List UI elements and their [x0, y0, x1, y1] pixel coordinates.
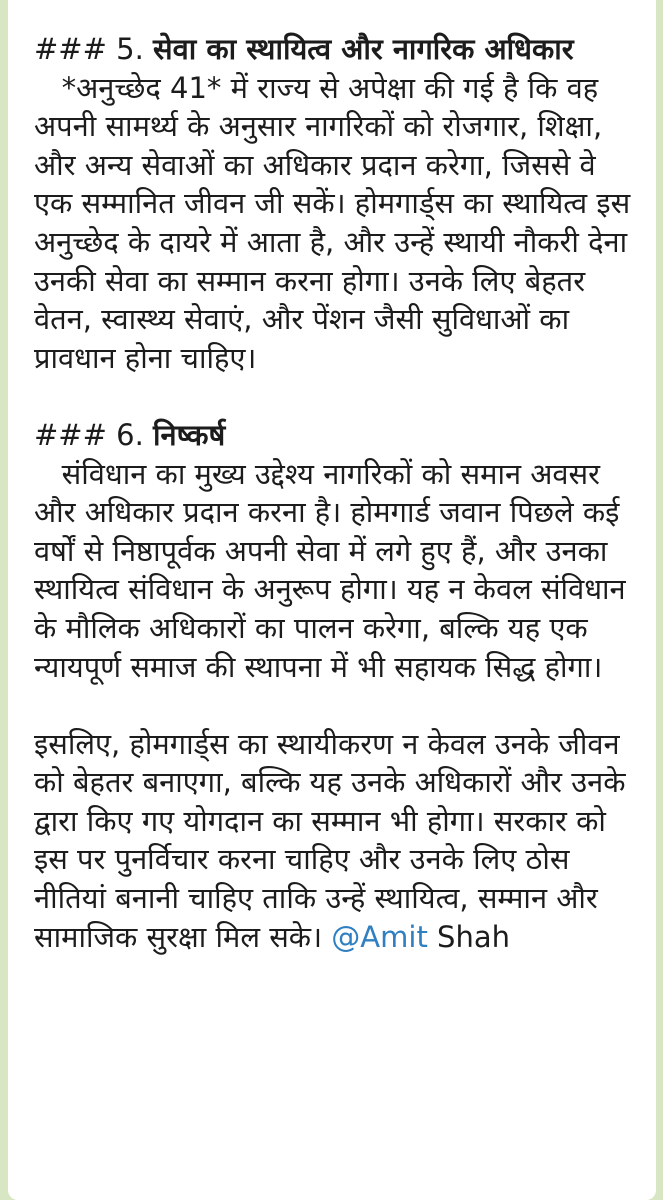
user-mention-link[interactable]: @Amit: [331, 919, 428, 954]
section-5-body: *अनुच्छेद 41* में राज्य से अपेक्षा की गई है कि वह अपनी सामर्थ्य के अनुसार नागरिकों को रोजगार, शिक्षा, और अन्य सेवाओं का अधिकार प्रदान करेगा, जिससे वे एक सम्मानित जीवन जी सकें। होमगार्ड्स का स्थायित्व इस अनुच्छेद के दायरे में आता है, और उन्हें स्थायी नौकरी देना उनकी सेवा का सम्मान करना होगा। उनके लिए बेहतर वेतन, स्वास्थ्य सेवाएं, और पेंशन जैसी सुविधाओं का प्रावधान होना चाहिए।: [34, 70, 640, 375]
section-5-heading: [34, 30, 636, 69]
section-6-body: संविधान का मुख्य उद्देश्य नागरिकों को समान अवसर और अधिकार प्रदान करना है। होमगार्ड जवान पिछले कई वर्षों से निष्ठापूर्वक अपनी सेवा में लगे हुए हैं, और उनका स्थायित्व संविधान के अनुरूप होगा। यह न केवल संविधान के मौलिक अधिकारों का पालन करेगा, बल्कि यह एक न्यायपूर्ण समाज की स्थापना में भी सहायक सिद्ध होगा।: [34, 456, 635, 684]
closing-text: इसलिए, होमगार्ड्स का स्थायीकरण न केवल उनके जीवन को बेहतर बनाएगा, बल्कि यह उनके अधिकारों और उनके द्वारा किए गए योगदान का सम्मान भी होगा। सरकार को इस पर पुनर्विचार करना चाहिए और उनके लिए ठोस नीतियां बनानी चाहिए ताकि उन्हें स्थायित्व, सम्मान और सामाजिक सुरक्षा मिल सके।: [34, 726, 635, 954]
message-bubble: [8, 0, 656, 1200]
closing-paragraph: [34, 725, 636, 957]
section-5-title: सेवा का स्थायित्व और नागरिक अधिकार: [153, 32, 574, 66]
paragraph-gap: [34, 686, 636, 725]
section-6-prefix: ### 6.: [34, 417, 154, 452]
section-5-prefix: ### 5.: [34, 32, 154, 66]
mention-suffix: Shah: [427, 919, 510, 954]
section-6-heading: [34, 416, 636, 455]
paragraph-gap: [34, 377, 636, 416]
section-6-title: निष्कर्ष: [153, 417, 226, 452]
